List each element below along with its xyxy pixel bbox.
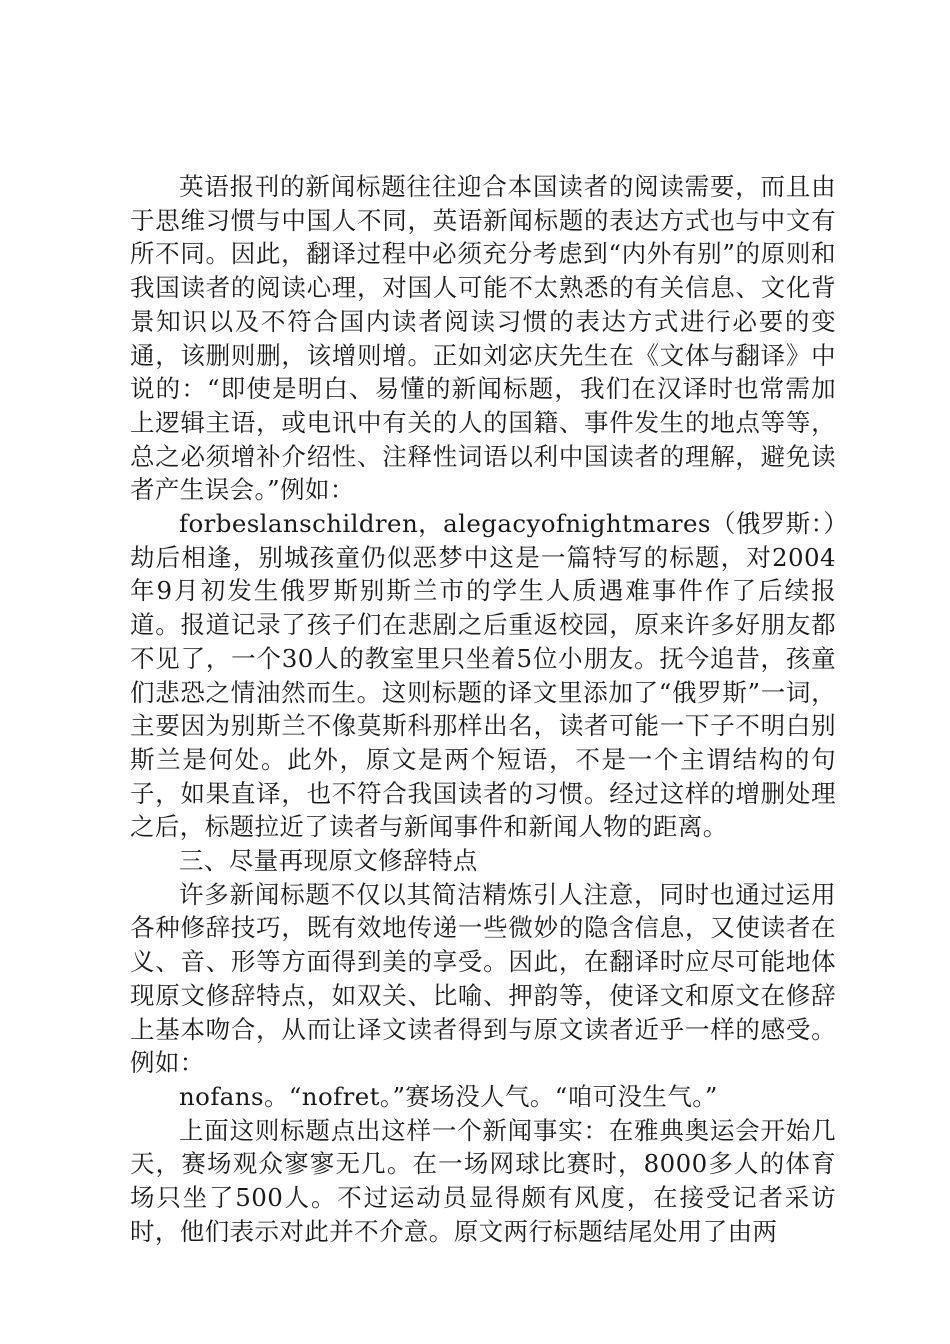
paragraph-rhetoric: 许多新闻标题不仅以其简洁精炼引人注意，同时也通过运用各种修辞技巧，既有效地传递一些微妙的隐含信息，又使读者在义、音、形等方面得到美的享受。因此，在翻译时应尽可能地体现原文修辞特点，如双关、比喻、押韵等，使译文和原文在修辞上基本吻合，从而让译文读者得到与原文读者近乎一样的感受。例如： <box>130 879 836 1078</box>
paragraph-intro: 英语报刊的新闻标题往往迎合本国读者的阅读需要，而且由于思维习惯与中国人不同，英语新闻标题的表达方式也与中文有所不同。因此，翻译过程中必须充分考虑到“内外有别”的原则和我国读者的阅读心理，对国人可能不太熟悉的有关信息、文化背景知识以及不符合国内读者阅读习惯的表达方式进行必要的变通，该删则删，该增则增。正如刘宓庆先生在《文体与翻译》中说的：“即使是明白、易懂的新闻标题，我们在汉译时也常需加上逻辑主语，或电讯中有关的人的国籍、事件发生的地点等等，总之必须增补介绍性、注释性词语以利中国读者的理解，避免读者产生误会。”例如： <box>130 172 836 505</box>
document-page <box>130 170 836 1249</box>
paragraph-athens-explanation: 上面这则标题点出这样一个新闻事实：在雅典奥运会开始几天，赛场观众寥寥无几。在一场网球比赛时，8000多人的体育场只坐了500人。不过运动员显得颇有风度，在接受记者采访时，他们表示对此并不介意。原文两行标题结尾处用了由两 <box>130 1115 836 1246</box>
example-headline: nofans。“nofret。”赛场没人气。“咱可没生气。” <box>179 1081 718 1111</box>
paragraph-beslan-example: forbeslanschildren，alegacyofnightmares（俄罗斯：）劫后相逢，别城孩童仍似恶梦中这是一篇特写的标题，对2004年9月初发生俄罗斯别斯兰市的学生人质遇难事件作了后续报道。报道记录了孩子们在悲剧之后重返校园，原来许多好朋友都不见了，一个30人的教室里只坐着5位小朋友。抚今追昔，孩童们悲恐之情油然而生。这则标题的译文里添加了“俄罗斯”一词，主要因为别斯兰不像莫斯科那样出名，读者可能一下子不明白别斯兰是何处。此外，原文是两个短语，不是一个主谓结构的句子，如果直译，也不符合我国读者的习惯。经过这样的增删处理之后，标题拉近了读者与新闻事件和新闻人物的距离。 <box>130 509 836 842</box>
section-heading-rhetoric: 三、尽量再现原文修辞特点 <box>179 846 478 876</box>
